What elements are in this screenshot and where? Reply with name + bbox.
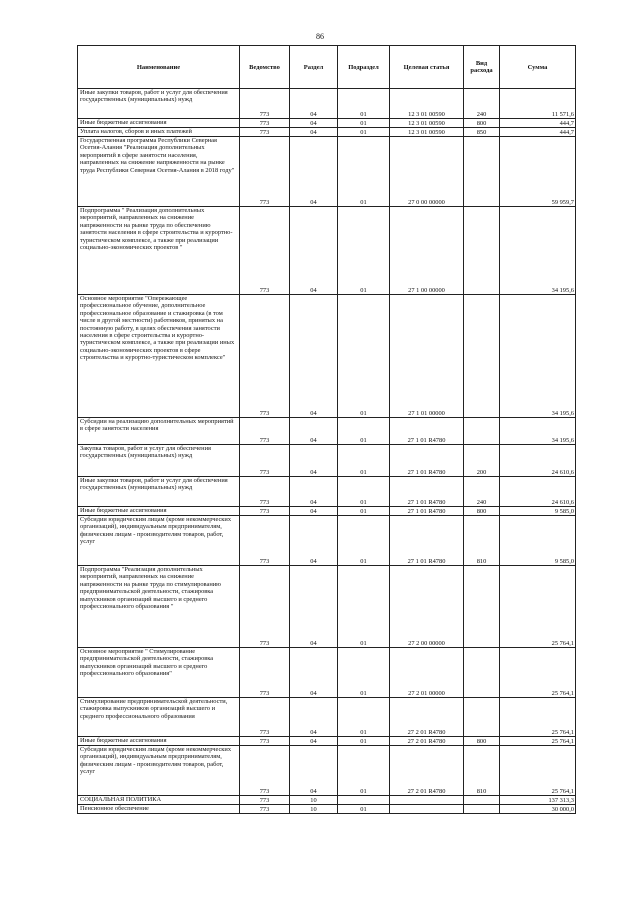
cell-sum: 444,7 <box>500 128 576 137</box>
cell-name: Субсидии юридическим лицам (кроме некоммерческих организаций), индивидуальным предпринимателям, физическим лицам - производителям товаров, работ, услуг <box>78 746 240 796</box>
cell-podrazdel: 01 <box>338 207 390 295</box>
table-body <box>78 89 576 814</box>
cell-article: 27 1 00 00000 <box>390 207 464 295</box>
header-article: Целевая статья <box>390 46 464 89</box>
cell-article: 27 2 00 00000 <box>390 566 464 648</box>
cell-razdel: 04 <box>290 295 338 418</box>
cell-article: 27 1 01 R4780 <box>390 477 464 507</box>
cell-razdel: 04 <box>290 477 338 507</box>
cell-name: Субсидии на реализацию дополнительных мероприятий в сфере занятости населения <box>78 418 240 445</box>
cell-razdel: 04 <box>290 698 338 737</box>
cell-podrazdel: 01 <box>338 507 390 516</box>
cell-podrazdel: 01 <box>338 477 390 507</box>
cell-podrazdel: 01 <box>338 698 390 737</box>
cell-sum: 11 571,6 <box>500 89 576 119</box>
cell-article: 27 2 01 00000 <box>390 648 464 698</box>
cell-sum: 34 195,6 <box>500 295 576 418</box>
cell-vid <box>464 805 500 814</box>
cell-sum: 30 000,0 <box>500 805 576 814</box>
cell-sum: 25 764,1 <box>500 746 576 796</box>
cell-podrazdel: 01 <box>338 737 390 746</box>
cell-vid <box>464 648 500 698</box>
cell-razdel: 04 <box>290 119 338 128</box>
cell-razdel: 04 <box>290 516 338 566</box>
cell-podrazdel: 01 <box>338 445 390 477</box>
cell-article: 27 2 01 R4780 <box>390 737 464 746</box>
cell-vid: 850 <box>464 128 500 137</box>
cell-name: Подпрограмма "Реализация дополнительных мероприятий, направленных на снижение напряженности на рынке труда по стимулированию предпринимательской деятельности, стажировка выпускников организаций высшего и среднего профессионального образования " <box>78 566 240 648</box>
cell-vid <box>464 566 500 648</box>
cell-podrazdel: 01 <box>338 128 390 137</box>
cell-article: 27 2 01 R4780 <box>390 746 464 796</box>
cell-podrazdel: 01 <box>338 566 390 648</box>
cell-sum: 59 959,7 <box>500 137 576 207</box>
cell-name: Иные бюджетные ассигнования <box>78 119 240 128</box>
cell-article: 12 3 01 00590 <box>390 89 464 119</box>
cell-sum: 9 585,0 <box>500 516 576 566</box>
cell-razdel: 04 <box>290 507 338 516</box>
cell-razdel: 10 <box>290 805 338 814</box>
cell-podrazdel: 01 <box>338 516 390 566</box>
cell-vedomstvo: 773 <box>240 445 290 477</box>
table-row <box>78 746 576 796</box>
table-row <box>78 698 576 737</box>
cell-vedomstvo: 773 <box>240 507 290 516</box>
cell-article: 27 1 01 R4780 <box>390 445 464 477</box>
cell-podrazdel: 01 <box>338 648 390 698</box>
cell-name: Иные бюджетные ассигнования <box>78 507 240 516</box>
cell-vid <box>464 137 500 207</box>
cell-vedomstvo: 773 <box>240 566 290 648</box>
cell-sum: 24 610,6 <box>500 445 576 477</box>
cell-sum: 25 764,1 <box>500 648 576 698</box>
cell-razdel: 04 <box>290 137 338 207</box>
table-row <box>78 796 576 805</box>
cell-podrazdel: 01 <box>338 295 390 418</box>
budget-table <box>77 45 576 814</box>
cell-razdel: 04 <box>290 418 338 445</box>
cell-sum: 24 610,6 <box>500 477 576 507</box>
cell-name: Иные закупки товаров, работ и услуг для обеспечения государственных (муниципальных) нужд <box>78 89 240 119</box>
table-row <box>78 119 576 128</box>
cell-podrazdel <box>338 796 390 805</box>
cell-name: Стимулирование предпринимательской деятельности, стажировка выпускников организаций высшего и среднего профессионального образования <box>78 698 240 737</box>
cell-sum: 25 764,1 <box>500 737 576 746</box>
cell-article <box>390 805 464 814</box>
cell-name: Государственная программа Республики Северная Осетия-Алания "Реализация дополнительных мероприятий в сфере занятости населения, направленных на снижение напряженности на рынке труда Республики Северная Осетия-Алания в 2018 году" <box>78 137 240 207</box>
cell-name: Подпрограмма " Реализация дополнительных мероприятий, направленных на снижение напряженности на рынке труда по обеспечению занятости населения в сфере строительства и курортно-туристическом комплексе, а также при реализации социально-экономических проектов " <box>78 207 240 295</box>
table-header <box>78 46 576 89</box>
cell-article <box>390 796 464 805</box>
cell-name: Уплата налогов, сборов и иных платежей <box>78 128 240 137</box>
cell-vid: 810 <box>464 746 500 796</box>
table-row <box>78 418 576 445</box>
cell-razdel: 04 <box>290 746 338 796</box>
cell-vedomstvo: 773 <box>240 698 290 737</box>
cell-sum: 444,7 <box>500 119 576 128</box>
table-row <box>78 516 576 566</box>
cell-vid <box>464 418 500 445</box>
cell-vedomstvo: 773 <box>240 128 290 137</box>
cell-podrazdel: 01 <box>338 119 390 128</box>
cell-sum: 25 764,1 <box>500 698 576 737</box>
cell-vedomstvo: 773 <box>240 516 290 566</box>
cell-sum: 34 195,6 <box>500 418 576 445</box>
cell-name: СОЦИАЛЬНАЯ ПОЛИТИКА <box>78 796 240 805</box>
cell-razdel: 04 <box>290 566 338 648</box>
cell-vedomstvo: 773 <box>240 477 290 507</box>
table-row <box>78 137 576 207</box>
cell-vid <box>464 698 500 737</box>
cell-podrazdel: 01 <box>338 418 390 445</box>
cell-razdel: 04 <box>290 648 338 698</box>
cell-article: 27 0 00 00000 <box>390 137 464 207</box>
cell-podrazdel: 01 <box>338 137 390 207</box>
cell-name: Основное мероприятие "Опережающее профессиональное обучение, дополнительное профессиональное образование и стажировка (в том числе в другой местности) работников, принятых на постоянную работу, в целях обеспечения занятости населения в сфере строительства и курортно-туристическом комплексе, а также при реализации иных социально-экономических проектов в сфере строительства и курортно-туристическом комплексе" <box>78 295 240 418</box>
cell-article: 27 1 01 R4780 <box>390 507 464 516</box>
cell-vedomstvo: 773 <box>240 89 290 119</box>
page-number: 86 <box>316 32 324 41</box>
cell-vid <box>464 295 500 418</box>
cell-vid: 800 <box>464 507 500 516</box>
header-row <box>78 46 576 89</box>
cell-vid: 810 <box>464 516 500 566</box>
cell-razdel: 04 <box>290 128 338 137</box>
cell-sum: 9 585,0 <box>500 507 576 516</box>
table-row <box>78 648 576 698</box>
cell-article: 12 3 01 00590 <box>390 119 464 128</box>
cell-sum: 137 313,3 <box>500 796 576 805</box>
cell-vedomstvo: 773 <box>240 119 290 128</box>
cell-razdel: 04 <box>290 89 338 119</box>
header-name: Наименование <box>78 46 240 89</box>
cell-vedomstvo: 773 <box>240 648 290 698</box>
header-vid: Вид расхода <box>464 46 500 89</box>
cell-name: Закупка товаров, работ и услуг для обеспечения государственных (муниципальных) нужд <box>78 445 240 477</box>
header-vedomstvo: Ведомство <box>240 46 290 89</box>
table-row <box>78 566 576 648</box>
cell-vid: 240 <box>464 89 500 119</box>
cell-vid: 240 <box>464 477 500 507</box>
cell-name: Иные бюджетные ассигнования <box>78 737 240 746</box>
header-sum: Сумма <box>500 46 576 89</box>
header-razdel: Раздел <box>290 46 338 89</box>
cell-name: Пенсионное обеспечение <box>78 805 240 814</box>
cell-vedomstvo: 773 <box>240 295 290 418</box>
cell-vedomstvo: 773 <box>240 746 290 796</box>
cell-vid: 800 <box>464 737 500 746</box>
cell-vid <box>464 207 500 295</box>
cell-article: 27 2 01 R4780 <box>390 698 464 737</box>
table-row <box>78 128 576 137</box>
table-row <box>78 445 576 477</box>
cell-podrazdel: 01 <box>338 746 390 796</box>
cell-razdel: 04 <box>290 207 338 295</box>
cell-vedomstvo: 773 <box>240 418 290 445</box>
table-row <box>78 805 576 814</box>
cell-vedomstvo: 773 <box>240 207 290 295</box>
table-row <box>78 89 576 119</box>
cell-podrazdel: 01 <box>338 805 390 814</box>
table-row <box>78 737 576 746</box>
cell-razdel: 10 <box>290 796 338 805</box>
cell-article: 27 1 01 R4780 <box>390 516 464 566</box>
table-row <box>78 207 576 295</box>
table-row <box>78 507 576 516</box>
table-row <box>78 477 576 507</box>
table-row <box>78 295 576 418</box>
cell-name: Основное мероприятие " Стимулирование предпринимательской деятельности, стажировка выпускников организаций высшего и среднего профессионального образования" <box>78 648 240 698</box>
cell-article: 27 1 01 R4780 <box>390 418 464 445</box>
cell-article: 27 1 01 00000 <box>390 295 464 418</box>
cell-vedomstvo: 773 <box>240 137 290 207</box>
cell-vid: 200 <box>464 445 500 477</box>
cell-vedomstvo: 773 <box>240 805 290 814</box>
header-podrazdel: Подраздел <box>338 46 390 89</box>
cell-razdel: 04 <box>290 737 338 746</box>
cell-vedomstvo: 773 <box>240 737 290 746</box>
cell-name: Иные закупки товаров, работ и услуг для обеспечения государственных (муниципальных) нужд <box>78 477 240 507</box>
cell-vid <box>464 796 500 805</box>
cell-name: Субсидии юридическим лицам (кроме некоммерческих организаций), индивидуальным предпринимателям, физическим лицам - производителям товаров, работ, услуг <box>78 516 240 566</box>
cell-article: 12 3 01 00590 <box>390 128 464 137</box>
cell-vid: 800 <box>464 119 500 128</box>
cell-sum: 34 195,6 <box>500 207 576 295</box>
cell-sum: 25 764,1 <box>500 566 576 648</box>
cell-razdel: 04 <box>290 445 338 477</box>
cell-vedomstvo: 773 <box>240 796 290 805</box>
cell-podrazdel: 01 <box>338 89 390 119</box>
